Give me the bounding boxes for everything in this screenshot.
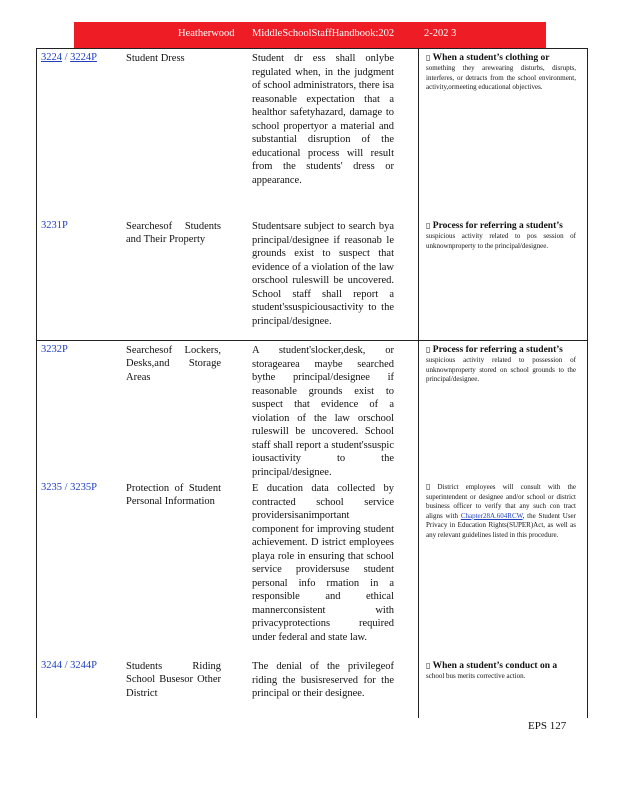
checkbox-bullet-icon: ▯	[426, 661, 431, 670]
policy-link[interactable]: 3224	[41, 52, 62, 63]
table-top-rule	[36, 48, 588, 49]
checkbox-bullet-icon: ▯	[426, 221, 431, 230]
policy-code: 3232P	[41, 344, 68, 355]
policy-table	[36, 48, 588, 718]
column-divider	[418, 48, 419, 718]
policy-description: A student'slocker,desk, or storagearea maybe searched bythe principal/designee if reasonable grounds exist to suspect that evidence of a violation of the law orschool ruleswill be uncovered. School staff shall report a student'ssuspic iousactivity to the principal/designee.	[252, 345, 394, 478]
checkbox-bullet-icon: ▯	[426, 53, 431, 62]
policy-code: 3244 / 3244P	[41, 660, 98, 671]
table-border-left	[36, 48, 37, 718]
rcw-chapter-link[interactable]: Chapter28A.604RCW	[460, 511, 523, 520]
policy-code: 3231P	[41, 220, 68, 231]
staff-guidance: ▯ When a student’s clothing or something they arewearing disturbs, disrupts, interferes, or detracts from the school environment, activity,ormeeting educational objectives.	[426, 53, 576, 91]
policy-description: Student dr ess shall onlybe regulated when, in the judgment of school administrators, there isa reasonable expectation that a healthor safetyhazard, damage to school propertyor a material and substantial disruption of the educational process will result from the students' dress or appearance.	[252, 53, 395, 186]
policy-description: E ducation data collected by contracted school service providersisanimportant component for improving student achievement. D istrict employees playa role in ensuring that school service providersuse student personal info rmation in a responsible and ethical mannerconsistent with privacyprotections required under federal and state law.	[252, 483, 394, 643]
procedure-link[interactable]: 3224P	[70, 52, 98, 63]
checkbox-bullet-icon: ▯	[426, 345, 431, 354]
policy-description: The denial of the privilegeof riding the busisreserved for the principal or their designee.	[252, 661, 394, 699]
row-divider	[36, 340, 588, 341]
page-footer: EPS 127	[528, 720, 567, 732]
header-year: 2-202 3	[424, 28, 457, 39]
policy-title: Searchesof Lockers, Desks,and Storage Areas	[126, 345, 221, 383]
policy-code: 3235 / 3235P	[41, 482, 98, 493]
page-header-banner	[74, 22, 546, 48]
header-handbook: MiddleSchoolStaffHandbook:202	[252, 28, 395, 39]
staff-guidance: ▯ District employees will consult with the superintendent or designee and/or school or district business officer to verify that any such con tract aligns with Chapter28A.604RCW, the Student User Privacy in Education Rights(SUPER)Act, as well as any relevant guidelines listed in this procedure.	[426, 482, 576, 539]
policy-title: Student Dress	[126, 53, 185, 64]
table-border-right	[587, 48, 588, 718]
staff-guidance: ▯ Process for referring a student’s suspicious activity related to pos session of unknownproperty to the principal/designee.	[426, 221, 576, 250]
policy-title: Searchesof Students and Their Property	[126, 221, 221, 246]
policy-code: 3224 / 3224P	[41, 52, 98, 63]
checkbox-bullet-icon: ▯	[426, 482, 431, 491]
policy-description: Studentsare subject to search bya principal/designee if reasonab le grounds exist to suspect that evidence of a violation of the law orschool ruleswill be uncovered. School staff shall report a student'ssuspiciousactivity to the principal/designee.	[252, 221, 394, 327]
policy-title: Students Riding School Busesor Other District	[126, 661, 221, 699]
policy-title: Protection of Student Personal Information	[126, 483, 221, 508]
header-school: Heatherwood	[178, 28, 235, 39]
staff-guidance: ▯ Process for referring a student’s suspicious activity related to possession of unknownproperty stored on school grounds to the principal/designee.	[426, 345, 576, 383]
staff-guidance: ▯ When a student’s conduct on a school bus merits corrective action.	[426, 661, 558, 680]
